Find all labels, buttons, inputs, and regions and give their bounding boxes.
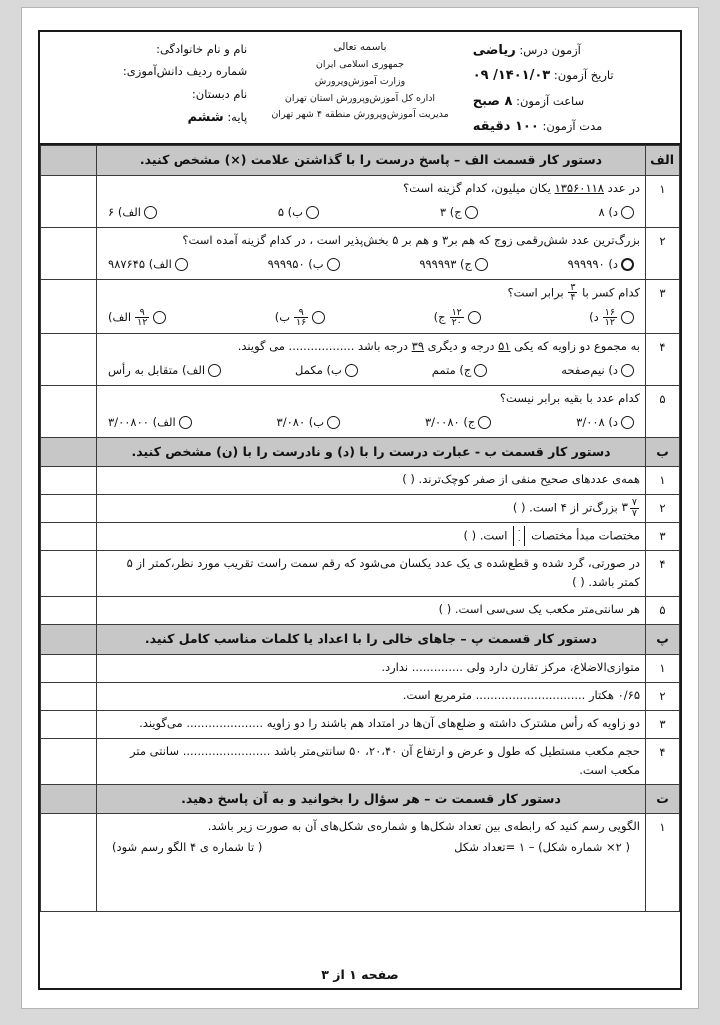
q-p4-text-b: سانتی متر مکعب است. bbox=[130, 743, 640, 777]
radio-bubble-icon[interactable] bbox=[345, 364, 358, 377]
radio-bubble-icon[interactable] bbox=[312, 311, 325, 324]
q-b3-text-a: مختصات مبدأ مختصات bbox=[527, 528, 640, 543]
q-p4-score-cell[interactable] bbox=[41, 738, 97, 784]
exam-date-value: ۱۴۰۱/۰۳/ ۰۹ bbox=[472, 68, 551, 84]
q-a1-text-b: یکان میلیون، کدام گزینه است؟ bbox=[403, 181, 555, 195]
q-p1-score-cell[interactable] bbox=[41, 654, 97, 682]
question-row-b4 bbox=[41, 551, 680, 597]
q-a1-option-4[interactable] bbox=[599, 203, 634, 222]
fraction-denominator: ۱۶ bbox=[296, 317, 307, 329]
section-t-title: دستور کار قسمت ت – هر سؤال را بخوانید و به آن پاسخ دهید. bbox=[97, 784, 646, 814]
q-p4-text-a: حجم مکعب مستطیل که طول و عرض و ارتفاع آن ۲۰،۴۰، ۵۰ سانتی‌متر باشد bbox=[270, 743, 640, 758]
q-b5-score-cell[interactable] bbox=[41, 597, 97, 625]
q-b2-number: ۲ bbox=[646, 495, 680, 523]
radio-bubble-icon[interactable] bbox=[153, 311, 166, 324]
header-ministry-block bbox=[255, 38, 464, 139]
fraction-numerator: ۷ bbox=[631, 497, 637, 509]
radio-bubble-icon[interactable] bbox=[474, 364, 487, 377]
q-a2-option-4-label: د) ۹۹۹۹۹۰ bbox=[567, 256, 618, 271]
q-p1-number: ۱ bbox=[646, 654, 680, 682]
question-row-b5 bbox=[41, 597, 680, 625]
q-a3-option-1-fraction bbox=[135, 308, 149, 328]
q-a3-option-2-fraction bbox=[294, 308, 308, 328]
radio-bubble-icon[interactable] bbox=[465, 206, 478, 219]
mixed-fraction-part bbox=[630, 498, 639, 518]
q-a4-blank[interactable]: .................. bbox=[288, 338, 355, 353]
q-b5-number: ۵ bbox=[646, 597, 680, 625]
fraction-numerator: ۱۶ bbox=[604, 306, 615, 318]
exam-date-label: تاریخ آزمون: bbox=[553, 68, 614, 83]
q-a5-option-2[interactable] bbox=[277, 413, 341, 432]
q-a3-option-4-fraction bbox=[603, 308, 617, 328]
q-p2-text-b: مترمربع است. bbox=[402, 687, 476, 702]
radio-bubble-icon[interactable] bbox=[621, 416, 634, 429]
ministry-line: وزارت آموزش‌وپرورش bbox=[314, 76, 406, 87]
page-border-frame bbox=[38, 30, 682, 990]
q-a5-body bbox=[97, 385, 646, 437]
q-p1-blank[interactable]: .............. bbox=[411, 659, 463, 674]
radio-bubble-icon[interactable] bbox=[306, 206, 319, 219]
q-b5-body: هر سانتی‌متر مکعب یک سی‌سی است. ( ) bbox=[97, 597, 646, 625]
q-a5-text: کدام عدد با بقیه برابر نیست؟ bbox=[499, 390, 640, 405]
fraction-numerator: ۹ bbox=[139, 306, 145, 318]
question-row-b1 bbox=[41, 467, 680, 495]
q-a4-text bbox=[102, 337, 640, 356]
exam-time-row bbox=[473, 89, 584, 114]
q-a4-text-b: درجه و دیگری bbox=[424, 338, 499, 353]
q-a4-text-c: درجه باشد bbox=[354, 338, 412, 353]
q-a3-number: ۳ bbox=[646, 279, 680, 333]
q-b3-score-cell[interactable] bbox=[41, 523, 97, 551]
radio-bubble-icon[interactable] bbox=[179, 416, 192, 429]
radio-bubble-icon[interactable] bbox=[468, 311, 481, 324]
question-row-p2 bbox=[41, 682, 680, 710]
q-a4-option-4[interactable] bbox=[561, 361, 634, 380]
q-p1-text-a: متوازی‌الاضلاع، مرکز تقارن دارد ولی bbox=[462, 659, 640, 674]
grade-value: ششم bbox=[187, 110, 224, 126]
q-a4-number: ۴ bbox=[646, 333, 680, 385]
q-a1-score-cell[interactable] bbox=[41, 176, 97, 228]
q-b4-body: در صورتی، گرد شده و قطع‌شده ی یک عدد یکسان می‌شود که رقم سمت راست تقریب مورد نظر،کمتر از ۵ کمتر باشد. ( ) bbox=[97, 551, 646, 597]
q-a1-option-2-label: ب) ۵ bbox=[277, 204, 303, 219]
question-row-a1 bbox=[41, 176, 680, 228]
q-a4-options bbox=[102, 361, 640, 381]
exam-time-label: ساعت آزمون: bbox=[516, 93, 585, 108]
q-a2-number: ۲ bbox=[646, 227, 680, 279]
q-a3-option-2-label: ب) bbox=[274, 310, 291, 325]
section-t-letter: ت bbox=[646, 784, 680, 814]
section-b-letter: ب bbox=[646, 437, 680, 467]
q-p4-body bbox=[97, 738, 646, 784]
q-p4-blank[interactable]: ........................ bbox=[182, 743, 271, 758]
bismillah-line: باسمه تعالی bbox=[333, 41, 387, 53]
q-a2-text: بزرگ‌ترین عدد شش‌رقمی زوج که هم بر۳ و هم بر ۵ بخش‌پذیر است ، در کدام گزینه آمده است؟ bbox=[182, 232, 640, 247]
q-a3-fraction bbox=[568, 283, 577, 303]
q-b2-mixed-number bbox=[621, 498, 640, 518]
q-p3-number: ۳ bbox=[646, 710, 680, 738]
fraction-denominator: ۴ bbox=[570, 292, 576, 304]
q-a3-option-1-label: الف) bbox=[108, 310, 132, 325]
q-p3-score-cell[interactable] bbox=[41, 710, 97, 738]
section-t-score-cell bbox=[41, 784, 97, 814]
header-exam-info bbox=[465, 38, 676, 139]
q-a3-option-4-label: د) bbox=[589, 310, 599, 325]
q-p2-text-a: ۰/۶۵ هکتار bbox=[585, 687, 640, 702]
q-b2-score-cell[interactable] bbox=[41, 495, 97, 523]
radio-bubble-icon[interactable] bbox=[208, 364, 221, 377]
question-row-p4 bbox=[41, 738, 680, 784]
q-a3-option-2[interactable] bbox=[275, 308, 326, 328]
q-b4-score-cell[interactable] bbox=[41, 551, 97, 597]
student-name-field[interactable]: نام و نام خانوادگی: bbox=[156, 42, 248, 56]
q-a2-option-1[interactable] bbox=[108, 255, 188, 274]
q-a5-score-cell[interactable] bbox=[41, 385, 97, 437]
q-t1-number: ۱ bbox=[646, 814, 680, 912]
school-name-field[interactable]: نام دبستان: bbox=[191, 86, 248, 101]
q-b3-coordinate-pair bbox=[513, 526, 525, 546]
q-a1-text bbox=[102, 179, 640, 198]
fraction-denominator: ۱۲ bbox=[137, 317, 148, 329]
section-header-b bbox=[41, 437, 680, 467]
q-a4-option-3[interactable] bbox=[432, 361, 488, 380]
q-a4-option-1[interactable] bbox=[108, 361, 221, 380]
fraction-numerator: ۹ bbox=[298, 306, 304, 318]
q-a1-option-3[interactable] bbox=[440, 203, 478, 222]
q-a2-options bbox=[102, 255, 640, 275]
q-b3-body bbox=[97, 523, 646, 551]
q-a3-option-3[interactable] bbox=[434, 308, 481, 328]
q-t1-body bbox=[97, 814, 646, 912]
q-p2-score-cell[interactable] bbox=[41, 682, 97, 710]
q-a1-body bbox=[97, 176, 646, 228]
q-a4-body bbox=[97, 333, 646, 385]
q-a5-option-4-label: د) ۳/۰۰۸ bbox=[576, 414, 618, 429]
exam-duration-row bbox=[473, 114, 603, 139]
q-p1-text-b: ندارد. bbox=[381, 659, 412, 674]
q-a3-score-cell[interactable] bbox=[41, 279, 97, 333]
q-a2-option-3-label: ج) ۹۹۹۹۹۳ bbox=[419, 256, 472, 271]
q-p4-number: ۴ bbox=[646, 738, 680, 784]
grade-label: پایه: bbox=[227, 110, 248, 125]
exam-subject-row bbox=[473, 38, 581, 63]
fraction-denominator: ۱۲ bbox=[604, 317, 615, 329]
q-b1-number: ۱ bbox=[646, 467, 680, 495]
q-a3-option-4[interactable] bbox=[589, 308, 634, 328]
q-a1-options bbox=[102, 203, 640, 223]
q-p2-number: ۲ bbox=[646, 682, 680, 710]
radio-bubble-icon[interactable] bbox=[327, 258, 340, 271]
exam-date-row bbox=[473, 63, 614, 88]
radio-bubble-icon[interactable] bbox=[621, 311, 634, 324]
q-p3-text-b: می‌گویند. bbox=[139, 715, 187, 730]
q-b1-score-cell[interactable] bbox=[41, 467, 97, 495]
q-t1-text: الگویی رسم کنید که رابطه‌ی بین تعداد شکل‌ها و شماره‌ی شکل‌های آن به صورت زیر باشد. bbox=[207, 819, 640, 834]
q-a4-option-2-label: ب) مکمل bbox=[295, 362, 342, 377]
question-row-a2 bbox=[41, 227, 680, 279]
q-a4-option-2[interactable] bbox=[295, 361, 358, 380]
coordinate-y: ۰ bbox=[517, 536, 522, 546]
question-row-p3 bbox=[41, 710, 680, 738]
question-row-a3 bbox=[41, 279, 680, 333]
question-row-a5 bbox=[41, 385, 680, 437]
country-line: جمهوری اسلامی ایران bbox=[315, 59, 405, 71]
page-footer: صفحه ۱ از ۳ bbox=[321, 967, 399, 982]
question-row-a4 bbox=[41, 333, 680, 385]
fraction-numerator: ۱۲ bbox=[451, 306, 462, 318]
section-b-score-cell bbox=[41, 437, 97, 467]
question-row-b3 bbox=[41, 523, 680, 551]
q-a4-option-1-label: الف) متقابل به رأس bbox=[108, 362, 206, 377]
exam-subject-value: ریاضی bbox=[472, 43, 516, 58]
radio-bubble-icon[interactable] bbox=[621, 364, 634, 377]
q-a4-angle-2: ۳۹ bbox=[411, 338, 425, 353]
q-a1-text-a: در عدد bbox=[603, 181, 640, 195]
q-a3-option-3-fraction bbox=[450, 308, 464, 328]
question-row-t1 bbox=[41, 814, 680, 912]
q-t1-score-cell[interactable] bbox=[41, 814, 97, 912]
q-a1-option-3-label: ج) ۳ bbox=[439, 204, 462, 219]
grade-row bbox=[187, 105, 247, 130]
q-a1-option-1-label: الف) ۶ bbox=[108, 204, 141, 219]
section-p-title: دستور کار قسمت پ – جاهای خالی را با اعداد یا کلمات مناسب کامل کنید. bbox=[97, 625, 646, 655]
exam-duration-label: مدت آزمون: bbox=[542, 119, 603, 134]
q-a2-body bbox=[97, 227, 646, 279]
district-office-line: مدیریت آموزش‌وپرورش منطقه ۴ شهر تهران bbox=[271, 109, 449, 121]
section-b-title: دستور کار قسمت ب - عبارت درست را با (د) و نادرست را با (ن) مشخص کنید. bbox=[97, 437, 646, 467]
q-p2-blank[interactable]: .............................. bbox=[475, 687, 586, 702]
header-student-info bbox=[44, 38, 255, 139]
section-header-p bbox=[41, 625, 680, 655]
exam-duration-value: ۱۰۰ دقیقه bbox=[472, 119, 539, 135]
q-a4-score-cell[interactable] bbox=[41, 333, 97, 385]
exam-subject-label: آزمون درس: bbox=[519, 43, 581, 57]
radio-bubble-icon[interactable] bbox=[144, 206, 157, 219]
q-t1-note: ( تا شماره ی ۴ الگو رسم شود) bbox=[112, 840, 263, 855]
coordinate-x: ۰ bbox=[517, 526, 522, 536]
questions-table bbox=[40, 145, 680, 912]
q-a3-option-3-label: ج) bbox=[433, 310, 446, 325]
q-a2-option-1-label: الف) ۹۸۷۶۴۵ bbox=[108, 256, 172, 271]
section-p-letter: پ bbox=[646, 625, 680, 655]
q-a4-text-d: می گویند. bbox=[237, 338, 289, 353]
q-t1-formula: ( ۲× شماره شکل) – ۱ =تعداد شکل bbox=[454, 840, 630, 855]
q-p1-body bbox=[97, 654, 646, 682]
radio-bubble-icon[interactable] bbox=[478, 416, 491, 429]
q-a5-option-1[interactable] bbox=[108, 413, 192, 432]
q-a1-option-1[interactable] bbox=[108, 203, 157, 222]
q-a2-option-3[interactable] bbox=[419, 255, 488, 274]
q-a2-option-4[interactable] bbox=[568, 255, 634, 274]
document-header bbox=[40, 32, 680, 145]
q-a3-text-a: کدام کسر با bbox=[578, 285, 640, 300]
q-a1-option-2[interactable] bbox=[278, 203, 319, 222]
q-a1-option-4-label: د) ۸ bbox=[598, 204, 618, 219]
section-header-a bbox=[41, 146, 680, 176]
questions-table-wrapper bbox=[40, 145, 680, 912]
section-header-t bbox=[41, 784, 680, 814]
q-b1-body: همه‌ی عددهای صحیح منفی از صفر کوچک‌ترند. ( ) bbox=[97, 467, 646, 495]
exam-page bbox=[22, 8, 698, 1008]
q-a2-option-2[interactable] bbox=[268, 255, 340, 274]
q-a3-options bbox=[102, 308, 640, 329]
q-p2-body bbox=[97, 682, 646, 710]
radio-bubble-icon[interactable] bbox=[175, 258, 188, 271]
q-a5-option-3[interactable] bbox=[425, 413, 491, 432]
q-a3-text bbox=[102, 283, 640, 303]
radio-bubble-icon[interactable] bbox=[475, 258, 488, 271]
q-b4-number: ۴ bbox=[646, 551, 680, 597]
q-b2-body bbox=[97, 495, 646, 523]
radio-bubble-icon[interactable] bbox=[621, 206, 634, 219]
q-a5-option-3-label: ج) ۳/۰۰۸۰ bbox=[424, 414, 476, 429]
q-a3-body bbox=[97, 279, 646, 333]
q-a5-option-2-label: ب) ۳/۰۸۰ bbox=[276, 414, 325, 429]
q-p3-blank[interactable]: ..................... bbox=[186, 715, 264, 730]
q-p3-text-a: دو زاویه که رأس مشترک داشته و ضلع‌های آن‌ها در امتداد هم باشند را دو زاویه bbox=[263, 715, 640, 730]
q-a5-options bbox=[102, 413, 640, 433]
section-a-title: دستور کار قسمت الف – پاسخ درست را با گذاشتن علامت (×) مشخص کنید. bbox=[97, 146, 646, 176]
q-a2-score-cell[interactable] bbox=[41, 227, 97, 279]
q-p3-body bbox=[97, 710, 646, 738]
q-a4-option-4-label: د) نیم‌صفحه bbox=[561, 362, 618, 377]
q-a2-option-2-label: ب) ۹۹۹۹۵۰ bbox=[267, 256, 324, 271]
exam-time-value: ۸ صبح bbox=[472, 93, 513, 109]
q-a5-option-4[interactable] bbox=[576, 413, 634, 432]
q-t1-subline bbox=[102, 836, 640, 857]
q-a4-text-a: به مجموع دو زاویه که یکی bbox=[510, 338, 640, 353]
q-b2-text: بزرگ‌تر از ۴ است. ( ) bbox=[512, 500, 622, 515]
section-a-letter: الف bbox=[646, 146, 680, 176]
question-row-b2 bbox=[41, 495, 680, 523]
q-a5-number: ۵ bbox=[646, 385, 680, 437]
q-a4-angle-1: ۵۱ bbox=[498, 338, 511, 353]
q-a3-text-b: برابر است؟ bbox=[507, 285, 568, 300]
q-b3-number: ۳ bbox=[646, 523, 680, 551]
fraction-denominator: ۲۰ bbox=[451, 317, 462, 329]
q-a5-option-1-label: الف) ۳/۰۰۸۰۰ bbox=[108, 414, 176, 429]
fraction-denominator: ۷ bbox=[631, 507, 637, 519]
fraction-numerator: ۳ bbox=[570, 281, 576, 293]
student-number-field[interactable]: شماره ردیف دانش‌آموزی: bbox=[122, 64, 248, 79]
q-b3-text-b: است. ( ) bbox=[463, 528, 512, 543]
radio-bubble-icon[interactable] bbox=[621, 258, 634, 271]
q-a4-option-3-label: ج) متمم bbox=[431, 362, 472, 377]
q-a1-number-value: ۱۳۵۶۰۱۱۸ bbox=[554, 181, 604, 195]
question-row-p1 bbox=[41, 654, 680, 682]
q-a1-number: ۱ bbox=[646, 176, 680, 228]
radio-bubble-icon[interactable] bbox=[327, 416, 340, 429]
mixed-whole-part: ۳ bbox=[621, 500, 628, 515]
q-a3-option-1[interactable] bbox=[108, 308, 166, 328]
province-office-line: اداره کل آموزش‌وپرورش استان تهران bbox=[284, 92, 436, 104]
section-p-score-cell bbox=[41, 625, 97, 655]
section-a-score-cell bbox=[41, 146, 97, 176]
